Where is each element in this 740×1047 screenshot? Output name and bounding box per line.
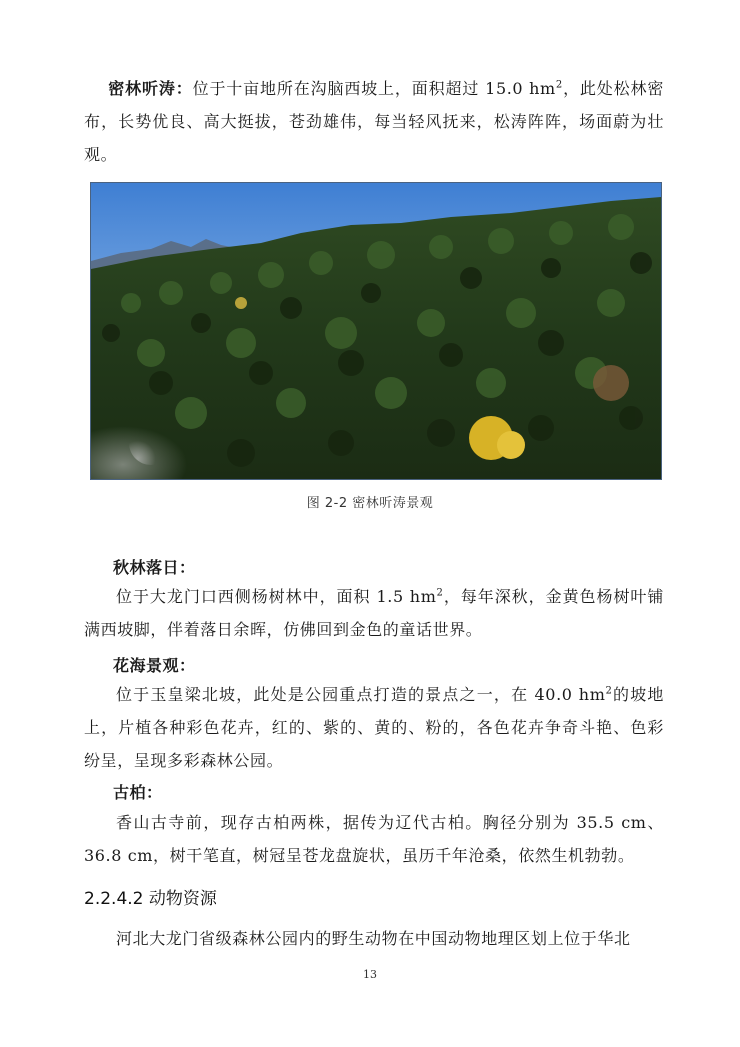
autumn-forest-text-b: ，每年深秋，金黄色杨树叶铺满西坡脚，伴着落日余晖，仿佛回到金色的童话世界。: [84, 587, 664, 639]
ancient-cypress-text: 香山古寺前，现存古柏两株，据传为辽代古柏。胸径分别为 35.5 cm、36.8 cm，树干笔直，树冠呈苍龙盘旋状，虽历千年沧桑，依然生机勃勃。: [84, 813, 664, 865]
forest-photo-image: [91, 183, 661, 479]
dense-forest-label: 密林听涛：: [108, 79, 193, 98]
dense-forest-sup: 2: [555, 79, 563, 91]
paragraph-dense-forest: [84, 72, 664, 171]
autumn-forest-sup: 2: [436, 587, 444, 599]
autumn-forest-heading: 秋林落日：: [113, 558, 196, 577]
dense-forest-text-b: ，此处松林密: [562, 79, 664, 98]
ancient-cypress-heading: 古柏：: [113, 783, 163, 802]
flower-sea-text-a: 位于玉皇梁北坡，此处是公园重点打造的景点之一，在 40.0 hm: [116, 685, 606, 704]
autumn-forest-text-a: 位于大龙门口西侧杨树林中，面积 1.5 hm: [116, 587, 437, 606]
figure-caption: 图 2-2 密林听涛景观: [306, 496, 434, 511]
dense-forest-text: 位于十亩地所在沟脑西坡上，面积超过 15.0 hm: [192, 79, 556, 98]
flower-sea-heading: 花海景观：: [113, 656, 196, 675]
flower-sea-text-b: 的坡地上，片植各种彩色花卉，红的、紫的、黄的、粉的，各色花卉争奇斗艳、色彩纷呈，呈现多彩森林公园。: [84, 685, 664, 770]
autumn-forest-text: [84, 580, 664, 646]
flower-sea-sup: 2: [605, 685, 613, 697]
section-title: 2.2.4.2 动物资源: [84, 889, 217, 909]
dense-forest-text-3: 壮观。: [84, 112, 664, 164]
forest-photo: [90, 182, 662, 480]
animal-resources-text: 河北大龙门省级森林公园内的野生动物在中国动物地理区划上位于华北: [116, 929, 631, 948]
flower-sea-text: [84, 678, 664, 777]
dense-forest-text-2: 布，长势优良、高大挺拔，苍劲雄伟，每当轻风抚来，松涛阵阵，场面蔚为: [84, 112, 648, 131]
page-number: 13: [363, 968, 377, 981]
